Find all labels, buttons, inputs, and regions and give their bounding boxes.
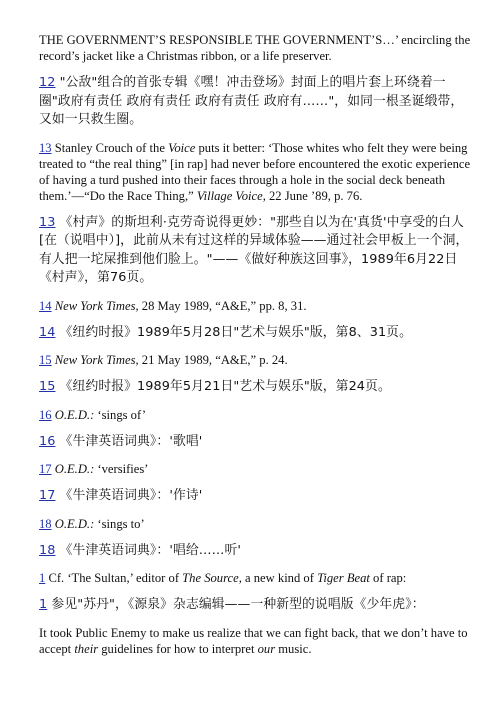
footnote-link-18[interactable]: 18 bbox=[39, 542, 56, 558]
italic-text: O.E.D.: bbox=[54, 516, 95, 531]
text-segment: 《村声》的斯坦利·克劳奇说得更妙："那些自以为在'真货'中享受的白人[在（说唱中）]，此前从未有过这样的异域体验——通过社会甲板上一个洞，有人把一坨屎推到他们脸上。"——《做好种族这回事》，1989年6月22日《村声》，第76页。 bbox=[39, 214, 469, 285]
paragraph-n16-zh bbox=[39, 433, 471, 452]
text-segment: ‘sings of’ bbox=[94, 407, 147, 422]
text-segment: 参见"苏丹"，《源泉》杂志编辑——一种新型的说唱版《少年虎》： bbox=[47, 597, 425, 612]
text-segment: 《牛津英语词典》：'唱给……听' bbox=[55, 542, 242, 558]
text-segment: 《牛津英语词典》：'作诗' bbox=[55, 488, 203, 503]
italic-text: The Source, bbox=[182, 571, 242, 585]
paragraph-n12-zh bbox=[39, 74, 471, 130]
footnote-link-13[interactable]: 13 bbox=[39, 140, 52, 155]
italic-text: Village Voice, bbox=[196, 188, 266, 203]
text-segment: 《纽约时报》1989年5月21日"艺术与娱乐"版，第24页。 bbox=[55, 379, 391, 394]
paragraph-n15-en bbox=[39, 352, 471, 368]
footnote-link-14[interactable]: 14 bbox=[39, 324, 56, 340]
footnote-link-1[interactable]: 1 bbox=[39, 571, 46, 585]
text-segment: It took Public Enemy to make us realize that we can fight back, that we don’t have to accept bbox=[39, 625, 468, 656]
italic-text: New York Times, bbox=[54, 298, 139, 313]
paragraph-n14-zh bbox=[39, 324, 471, 343]
text-segment: 《纽约时报》1989年5月28日"艺术与娱乐"版，第8、31页。 bbox=[55, 324, 412, 340]
text-segment: 《牛津英语词典》：'歌唱' bbox=[55, 433, 203, 449]
footnote-link-15[interactable]: 15 bbox=[39, 379, 56, 394]
italic-text: O.E.D.: bbox=[54, 407, 95, 422]
text-segment: "公敌"组合的首张专辑《嘿！冲击登场》封面上的唱片套上环绕着一圈"政府有责任 政府有责任 政府有责任 政府有……"，如同一根圣诞缎带，又如一只救生圈。 bbox=[39, 75, 464, 127]
paragraph-n15-zh bbox=[39, 378, 471, 397]
text-segment: 28 May 1989, “A&E,” pp. 8, 31. bbox=[138, 298, 307, 313]
footnote-link-12[interactable]: 12 bbox=[39, 75, 56, 90]
text-segment: 21 May 1989, “A&E,” p. 24. bbox=[138, 353, 288, 367]
footnote-link-14[interactable]: 14 bbox=[39, 298, 52, 313]
paragraph-n13-zh bbox=[39, 214, 471, 288]
footnote-link-13[interactable]: 13 bbox=[39, 214, 56, 230]
text-segment: ‘versifies’ bbox=[94, 462, 149, 476]
paragraph-n17-zh bbox=[39, 487, 471, 506]
paragraph-n1-en bbox=[39, 570, 471, 586]
italic-text: O.E.D.: bbox=[54, 462, 95, 476]
text-segment: ‘sings to’ bbox=[94, 516, 145, 531]
footnote-link-18[interactable]: 18 bbox=[39, 516, 52, 531]
italic-text: New York Times, bbox=[54, 353, 139, 367]
paragraph-n17-en bbox=[39, 461, 471, 477]
text-segment: 22 June ’89, p. 76. bbox=[265, 188, 363, 203]
footnote-link-17[interactable]: 17 bbox=[39, 462, 52, 476]
paragraph-intro bbox=[39, 32, 471, 64]
footnote-link-15[interactable]: 15 bbox=[39, 353, 52, 367]
text-segment: Cf. ‘The Sultan,’ editor of bbox=[45, 571, 183, 585]
paragraph-n18-en bbox=[39, 516, 471, 532]
text-segment: music. bbox=[275, 641, 312, 656]
paragraph-n13-en bbox=[39, 140, 471, 204]
document-body bbox=[39, 32, 471, 657]
italic-text: Voice bbox=[168, 140, 196, 155]
footnote-link-1[interactable]: 1 bbox=[39, 597, 48, 612]
text-segment: a new kind of bbox=[241, 571, 318, 585]
text-segment: THE GOVERNMENT’S RESPONSIBLE THE GOVERNMENT’S…’ encircling the record’s jacket like a Christmas ribbon, or a life preserver. bbox=[39, 33, 471, 63]
italic-text: our bbox=[257, 641, 276, 656]
footnote-link-17[interactable]: 17 bbox=[39, 488, 56, 503]
paragraph-n1-zh bbox=[39, 596, 471, 615]
italic-text: their bbox=[74, 641, 99, 656]
footnote-link-16[interactable]: 16 bbox=[39, 407, 52, 422]
paragraph-quote bbox=[39, 625, 471, 657]
text-segment: Stanley Crouch of the bbox=[51, 140, 169, 155]
footnote-link-16[interactable]: 16 bbox=[39, 433, 56, 449]
text-segment: guidelines for how to interpret bbox=[98, 641, 258, 656]
paragraph-n18-zh bbox=[39, 542, 471, 561]
text-segment: of rap: bbox=[369, 571, 407, 585]
text-segment: puts it better: ‘Those whites who felt they were being treated to “the real thing” [in rap] had never before encountered the exotic experience of having a turd pushed into their faces through a hole in the social deck beneath them.’—“Do the Race Thing,” bbox=[39, 140, 471, 203]
paragraph-n14-en bbox=[39, 298, 471, 314]
paragraph-n16-en bbox=[39, 407, 471, 423]
italic-text: Tiger Beat bbox=[317, 571, 370, 585]
